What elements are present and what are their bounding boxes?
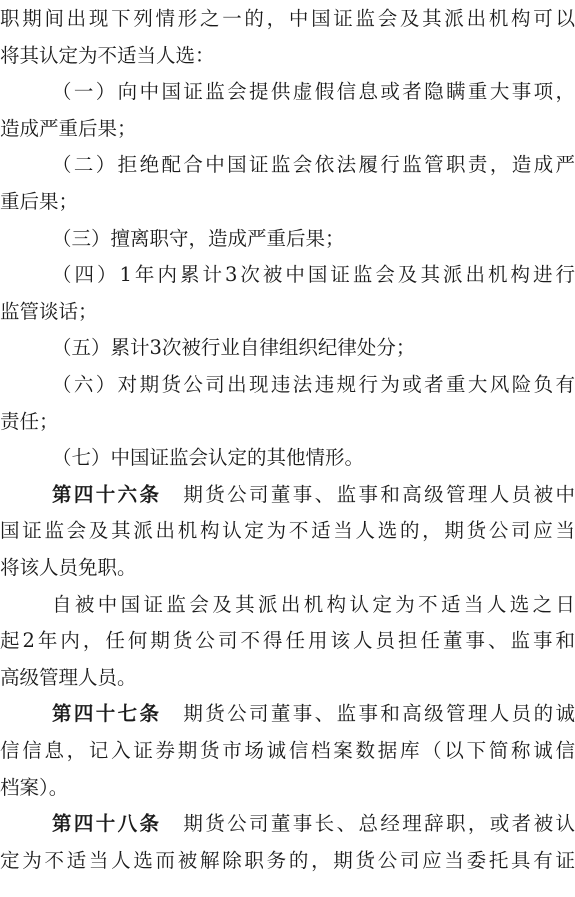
text-line <box>0 697 575 731</box>
line-body: 自被中国证监会及其派出机构认定为不适当人选之日 <box>52 592 575 616</box>
line-text <box>52 807 575 841</box>
text-line <box>0 771 575 805</box>
text-line <box>0 844 575 878</box>
text-line <box>0 588 575 622</box>
line-body: 期货公司董事、监事和高级管理人员被中 <box>183 482 575 506</box>
line-text <box>0 771 68 805</box>
line-text <box>0 624 575 658</box>
text-line <box>0 39 575 73</box>
line-body: 将该人员免职。 <box>0 556 137 579</box>
line-text <box>0 405 59 439</box>
text-line <box>0 148 575 182</box>
line-text <box>52 222 345 256</box>
line-body: 起2年内，任何期货公司不得任用该人员担任董事、监事和 <box>0 629 575 653</box>
line-text <box>52 588 575 622</box>
text-line <box>0 734 575 768</box>
text-line <box>0 75 575 109</box>
line-text <box>52 331 415 365</box>
line-body: （三）擅离职守，造成严重后果； <box>52 226 345 250</box>
line-body: 信信息，记入证券期货市场诚信档案数据库（以下简称诚信 <box>0 739 575 762</box>
line-body: 责任； <box>0 409 59 433</box>
line-text <box>0 551 137 585</box>
line-body: 重后果； <box>0 190 79 213</box>
article-number: 第四十七条 <box>52 702 162 726</box>
line-body: （五）累计3次被行业自律组织纪律处分； <box>52 336 416 360</box>
line-text <box>52 258 575 292</box>
line-body: 期货公司董事长、总经理辞职，或者被认 <box>183 812 575 836</box>
text-line <box>0 112 575 146</box>
line-text <box>0 514 575 548</box>
text-line <box>0 2 575 36</box>
text-line <box>0 661 575 695</box>
text-line <box>0 331 575 365</box>
line-text <box>52 368 575 402</box>
line-text <box>0 661 137 695</box>
text-line <box>0 551 575 585</box>
line-text <box>0 295 98 329</box>
line-text <box>52 478 575 512</box>
line-text <box>0 39 215 73</box>
line-body: 职期间出现下列情形之一的，中国证监会及其派出机构可以 <box>0 7 575 30</box>
line-body: （七）中国证监会认定的其他情形。 <box>52 446 365 470</box>
text-line <box>0 807 575 841</box>
line-body: 监管谈话； <box>0 299 98 323</box>
line-body: 造成严重后果； <box>0 116 137 140</box>
line-text <box>52 697 575 731</box>
line-body: （一）向中国证监会提供虚假信息或者隐瞒重大事项， <box>52 80 575 104</box>
line-text <box>0 844 575 878</box>
line-text <box>0 112 137 146</box>
article-number: 第四十八条 <box>52 812 162 836</box>
text-line <box>0 185 575 219</box>
line-body: （四）1年内累计3次被中国证监会及其派出机构进行 <box>52 263 575 287</box>
text-line <box>0 258 575 292</box>
line-body: 期货公司董事、监事和高级管理人员的诚 <box>183 702 575 726</box>
article-number: 第四十六条 <box>52 482 162 506</box>
line-text <box>52 441 364 475</box>
text-line <box>0 405 575 439</box>
line-body: 档案）。 <box>0 775 69 799</box>
line-body: 国证监会及其派出机构认定为不适当人选的，期货公司应当 <box>0 519 575 543</box>
line-body: （二）拒绝配合中国证监会依法履行监管职责，造成严 <box>52 153 575 177</box>
line-text <box>0 185 78 219</box>
text-line <box>0 478 575 512</box>
text-line <box>0 624 575 658</box>
text-line <box>0 514 575 548</box>
text-line <box>0 368 575 402</box>
line-text <box>52 75 575 109</box>
line-body: （六）对期货公司出现违法违规行为或者重大风险负有 <box>52 373 575 396</box>
line-text <box>0 2 575 36</box>
line-text <box>52 148 575 182</box>
text-line <box>0 441 575 475</box>
line-body: 定为不适当人选而被解除职务的，期货公司应当委托具有证 <box>0 848 575 872</box>
line-text <box>0 734 575 768</box>
line-body: 将其认定为不适当人选： <box>0 43 215 67</box>
text-line <box>0 222 575 256</box>
line-body: 高级管理人员。 <box>0 665 137 689</box>
text-line <box>0 295 575 329</box>
